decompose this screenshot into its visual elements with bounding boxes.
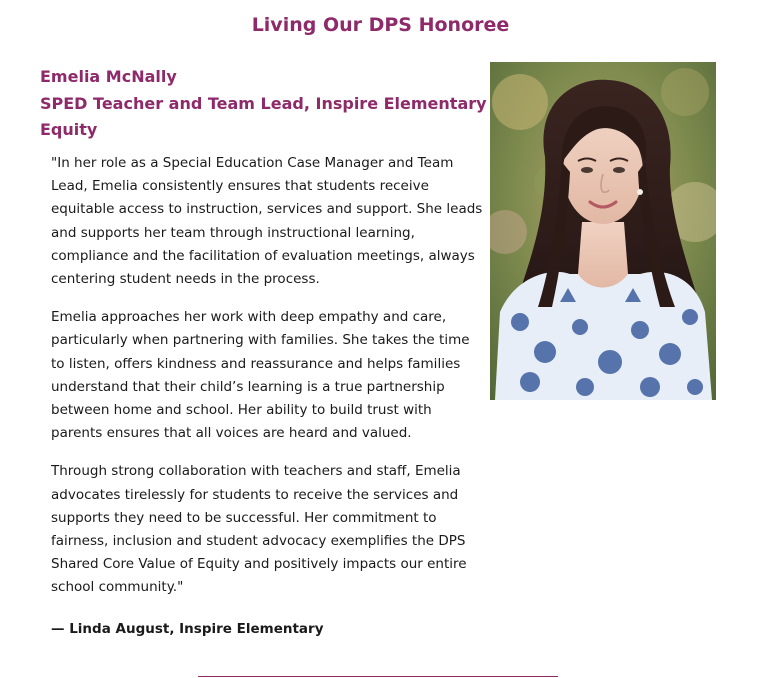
honoree-name: Emelia McNally xyxy=(40,67,177,86)
quote-attribution: — Linda August, Inspire Elementary xyxy=(51,620,324,637)
quote-paragraph-1: "In her role as a Special Education Case Manager and Team Lead, Emelia consistently ensures that students receive equitable access to instruction, services and support. She leads and supports her team through instructional learning, compliance and the facilitation of evaluation meetings, always centering student needs in the process. xyxy=(51,155,483,288)
honoree-photo xyxy=(490,62,716,400)
honoree-value: Equity xyxy=(40,120,98,139)
page-title: Living Our DPS Honoree xyxy=(251,14,510,36)
section-divider xyxy=(198,676,558,677)
honoree-role: SPED Teacher and Team Lead, Inspire Elementary xyxy=(40,93,487,113)
quote-paragraph-3: Through strong collaboration with teachers and staff, Emelia advocates tirelessly for students to receive the services and supports they need to be successful. Her commitment to fairness, inclusion and student advocacy exemplifies the DPS Shared Core Value of Equity and positively impacts our entire school community." xyxy=(51,463,467,596)
honoree-quote xyxy=(51,152,483,656)
quote-paragraph-2: Emelia approaches her work with deep empathy and care, particularly when partnering with families. She takes the time to listen, offers kindness and reassurance and helps families understand that their child’s learning is a true partnership between home and school. Her ability to build trust with parents ensures that all voices are heard and valued. xyxy=(51,309,470,442)
honoree-header xyxy=(40,64,490,144)
